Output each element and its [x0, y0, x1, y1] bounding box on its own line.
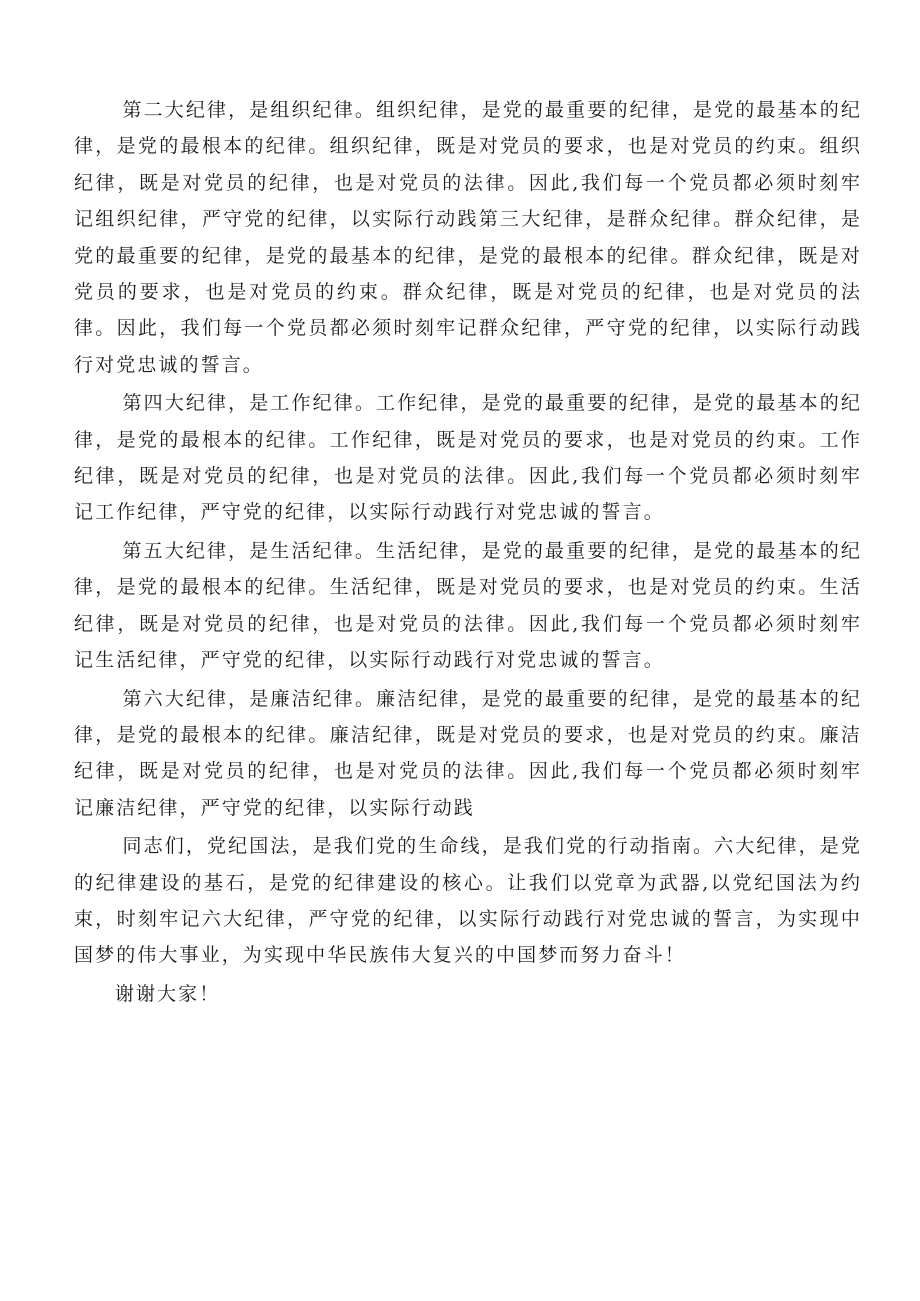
paragraph-conclusion: 同志们，党纪国法，是我们党的生命线，是我们党的行动指南。六大纪律，是党的纪律建设的基石，是党的纪律建设的核心。让我们以党章为武器,以党纪国法为约束，时刻牢记六大纪律，严守党的纪律，以实际行动践行对党忠诚的誓言，为实现中国梦的伟大事业，为实现中华民族伟大复兴的中国梦而努力奋斗！: [74, 835, 862, 967]
paragraph-organization-and-mass-discipline: 第二大纪律，是组织纪律。组织纪律，是党的最重要的纪律，是党的最基本的纪律，是党的最根本的纪律。组织纪律，既是对党员的要求，也是对党员的约束。组织纪律，既是对党员的纪律，也是对党员的法律。因此,我们每一个党员都必须时刻牢记组织纪律，严守党的纪律，以实际行动践第三大纪律，是群众纪律。群众纪律，是党的最重要的纪律，是党的最基本的纪律，是党的最根本的纪律。群众纪律，既是对党员的要求，也是对党员的约束。群众纪律，既是对党员的纪律，也是对党员的法律。因此，我们每一个党员都必须时刻牢记群众纪律，严守党的纪律，以实际行动践行对党忠诚的誓言。: [74, 99, 862, 376]
closing-thanks: 谢谢大家！: [114, 982, 221, 1005]
document-body: [74, 92, 862, 1014]
paragraph-life-discipline: 第五大纪律，是生活纪律。生活纪律，是党的最重要的纪律，是党的最基本的纪律，是党的最根本的纪律。生活纪律，既是对党员的要求，也是对党员的约束。生活纪律，既是对党员的纪律，也是对党员的法律。因此,我们每一个党员都必须时刻牢记生活纪律，严守党的纪律，以实际行动践行对党忠诚的誓言。: [74, 539, 862, 672]
paragraph-integrity-discipline: 第六大纪律，是廉洁纪律。廉洁纪律，是党的最重要的纪律，是党的最基本的纪律，是党的最根本的纪律。廉洁纪律，既是对党员的要求，也是对党员的约束。廉洁纪律，既是对党员的纪律，也是对党员的法律。因此,我们每一个党员都必须时刻牢记廉洁纪律，严守党的纪律，以实际行动践: [74, 687, 862, 819]
paragraph-work-discipline: 第四大纪律，是工作纪律。工作纪律，是党的最重要的纪律，是党的最基本的纪律，是党的最根本的纪律。工作纪律，既是对党员的要求，也是对党员的约束。工作纪律，既是对党员的纪律，也是对党员的法律。因此,我们每一个党员都必须时刻牢记工作纪律，严守党的纪律，以实际行动践行对党忠诚的誓言。: [74, 392, 862, 524]
